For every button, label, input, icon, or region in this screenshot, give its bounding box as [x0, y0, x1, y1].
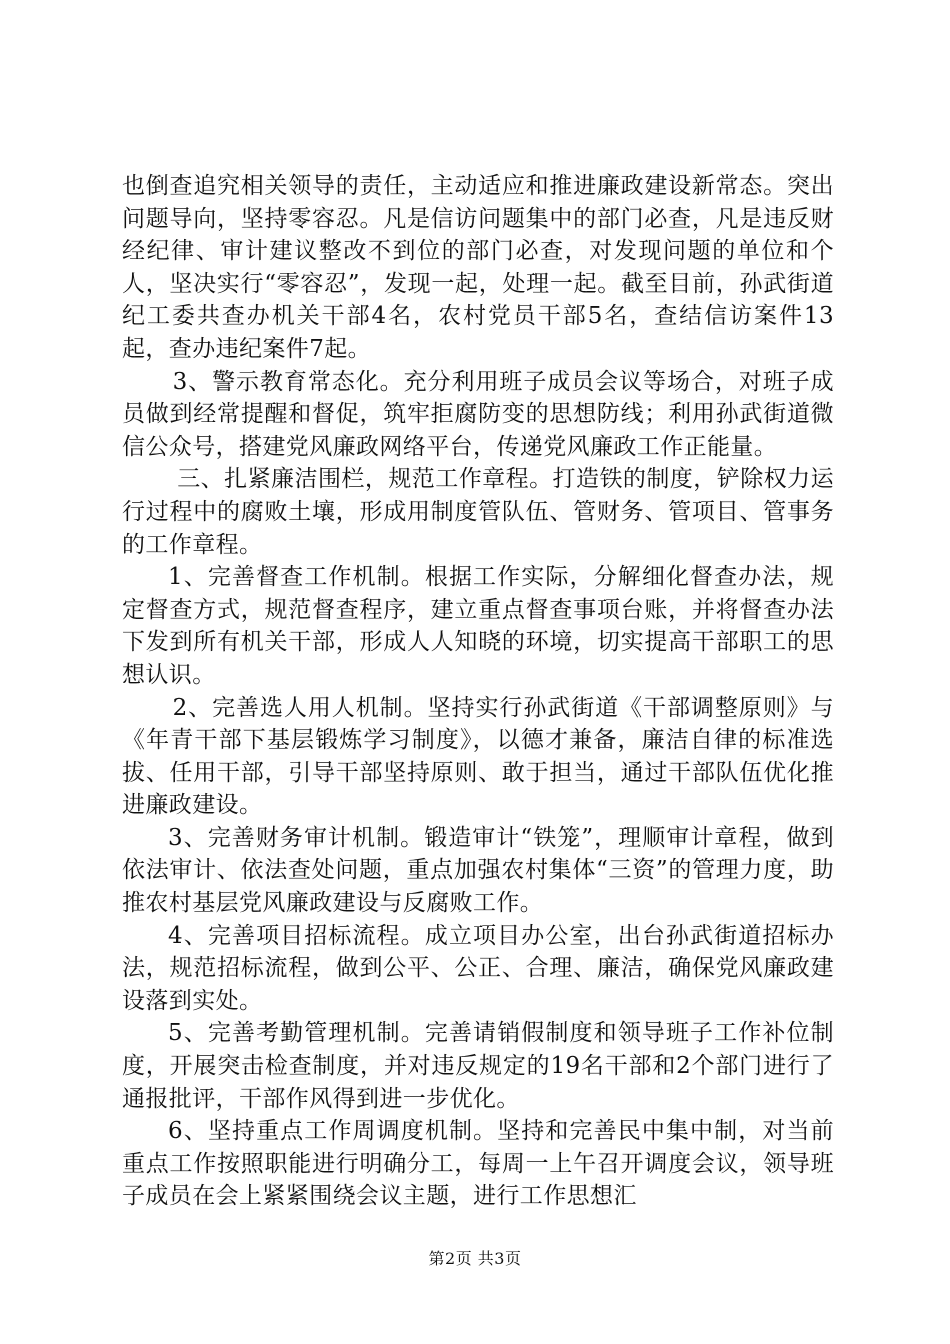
- paragraph-item-6: 6、坚持重点工作周调度机制。坚持和完善民中集中制，对当前重点工作按照职能进行明确分工，每周一上午召开调度会议，领导班子成员在会上紧紧围绕会议主题，进行工作思想汇: [122, 1118, 834, 1210]
- paragraph-continuation: 也倒查追究相关领导的责任，主动适应和推进廉政建设新常态。突出问题导向，坚持零容忍。凡是信访问题集中的部门必查，凡是违反财经纪律、审计建议整改不到位的部门必查，对发现问题的单位和个人，坚决实行“零容忍”，发现一起，处理一起。截至目前，孙武街道纪工委共查办机关干部4名，农村党员干部5名，查结信访案件13起，查办违纪案件7起。: [122, 173, 834, 362]
- page-footer: 第2页 共3页: [428, 1249, 522, 1268]
- paragraph-section-three: 三、扎紧廉洁围栏，规范工作章程。打造铁的制度，铲除权力运行过程中的腐败土壤，形成用制度管队伍、管财务、管项目、管事务的工作章程。: [122, 466, 834, 558]
- paragraph-item-2: 2、完善选人用人机制。坚持实行孙武街道《干部调整原则》与《年青干部下基层锻炼学习制度》，以德才兼备，廉洁自律的标准选拔、任用干部，引导干部坚持原则、敢于担当，通过干部队伍优化推进廉政建设。: [122, 694, 834, 819]
- paragraph-item-4: 4、完善项目招标流程。成立项目办公室，出台孙武街道招标办法，规范招标流程，做到公平、公正、合理、廉洁，确保党风廉政建设落到实处。: [122, 922, 834, 1014]
- paragraph-item-1: 1、完善督查工作机制。根据工作实际，分解细化督查办法，规定督查方式，规范督查程序，建立重点督查事项台账，并将督查办法下发到所有机关干部，形成人人知晓的环境，切实提高干部职工的思想认识。: [122, 564, 834, 688]
- paragraph-item-5: 5、完善考勤管理机制。完善请销假制度和领导班子工作补位制度，开展突击检查制度，并对违反规定的19名干部和2个部门进行了通报批评，干部作风得到进一步优化。: [122, 1020, 834, 1112]
- paragraph-warning-education: 3、警示教育常态化。充分利用班子成员会议等场合，对班子成员做到经常提醒和督促，筑牢拒腐防变的思想防线；利用孙武街道微信公众号，搭建党风廉政网络平台，传递党风廉政工作正能量。: [122, 368, 834, 460]
- paragraph-item-3: 3、完善财务审计机制。锻造审计“铁笼”，理顺审计章程，做到依法审计、依法查处问题，重点加强农村集体“三资”的管理力度，助推农村基层党风廉政建设与反腐败工作。: [122, 824, 834, 917]
- document-body: [122, 170, 834, 1213]
